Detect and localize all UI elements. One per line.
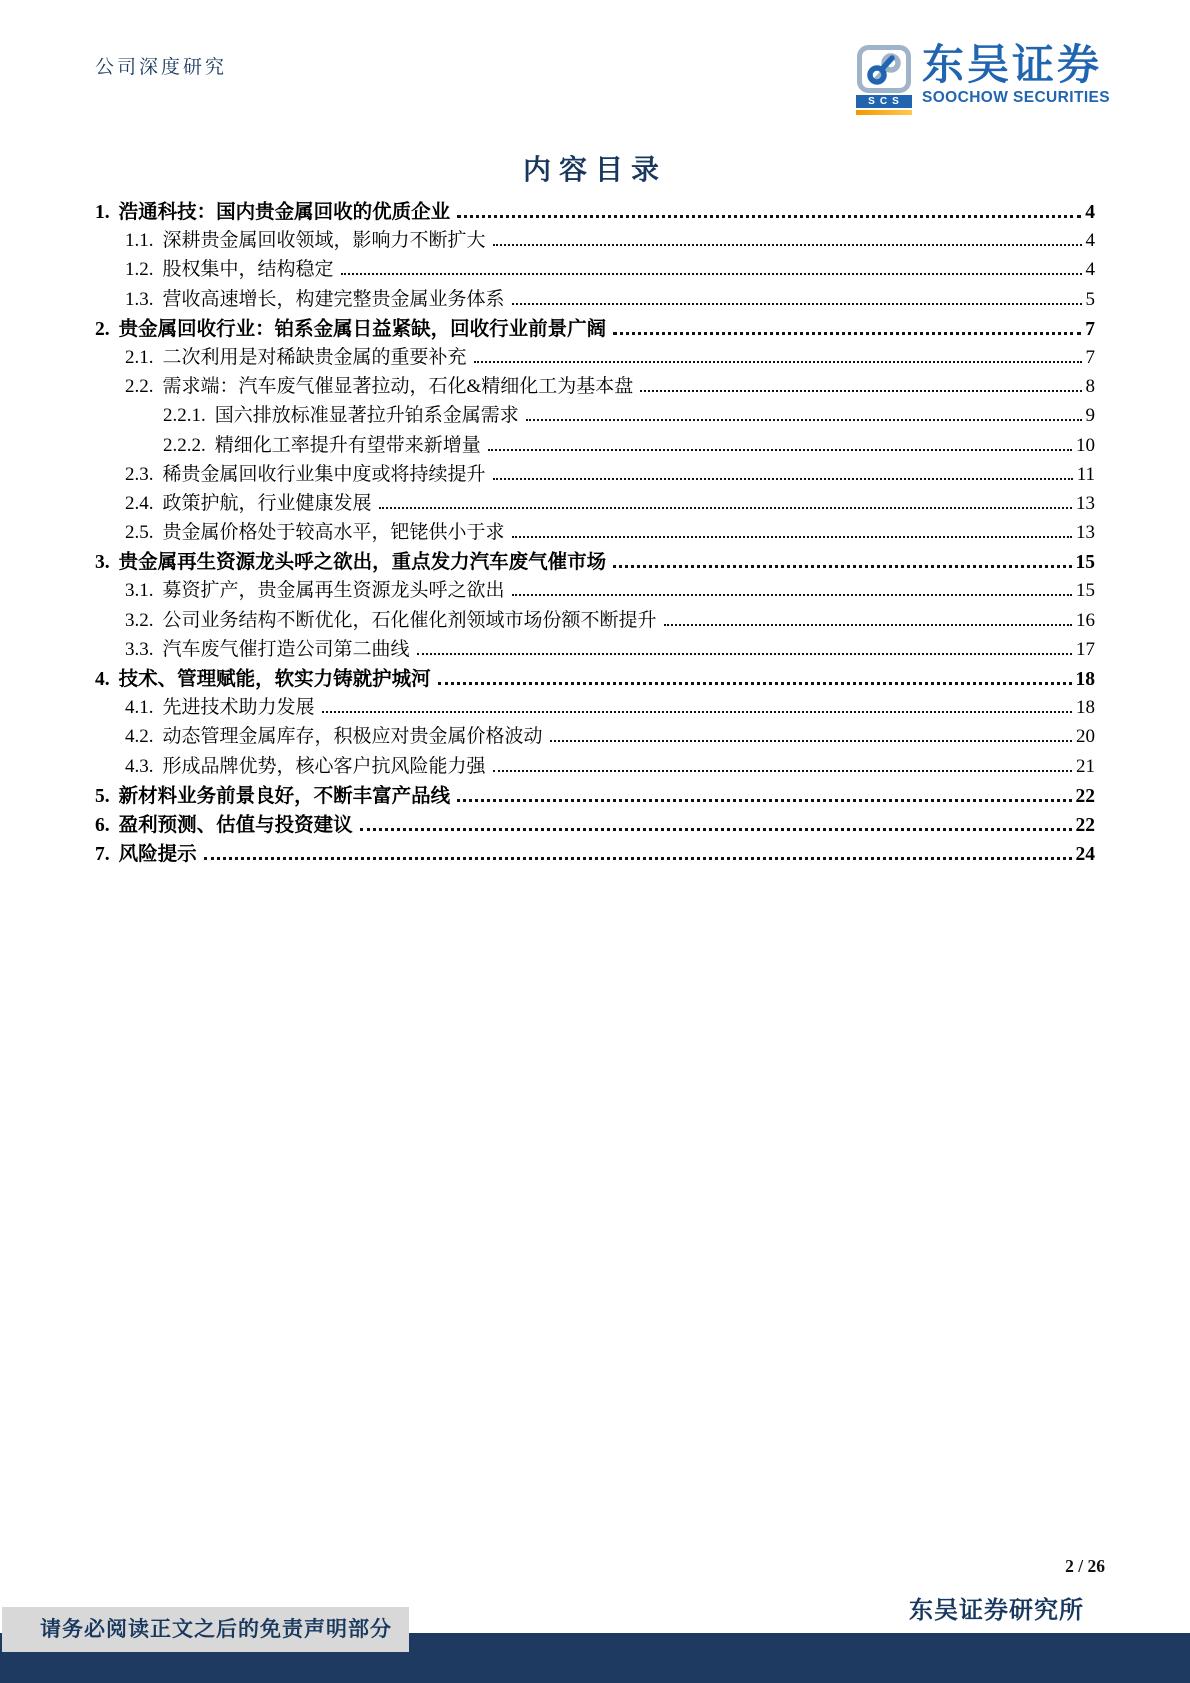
toc-entry-title: 需求端：汽车废气催显著拉动，石化&精细化工为基本盘 — [162, 376, 634, 398]
toc-dot-leader — [457, 799, 1071, 802]
toc-dot-leader — [613, 332, 1081, 335]
toc-entry-title: 贵金属回收行业：铂系金属日益紧缺，回收行业前景广阔 — [118, 318, 607, 340]
toc-entry[interactable] — [95, 663, 1095, 692]
toc-entry[interactable] — [95, 284, 1095, 313]
brand-accent-bar — [856, 110, 912, 115]
toc-dot-leader — [204, 857, 1072, 860]
toc-entry-page: 16 — [1076, 609, 1095, 631]
toc-entry[interactable] — [95, 751, 1095, 780]
toc-entry-number: 3. — [95, 552, 110, 574]
toc-dot-leader — [360, 828, 1072, 831]
toc-dot-leader — [664, 624, 1072, 626]
toc-entry[interactable] — [95, 605, 1095, 634]
toc-entry[interactable] — [95, 342, 1095, 371]
page-indicator: 2 / 26 — [1065, 1556, 1105, 1576]
disclaimer-box — [2, 1607, 409, 1652]
research-institute-label: 东吴证券研究所 — [909, 1598, 1084, 1624]
toc-entry-number: 2.4. — [125, 492, 154, 514]
toc-title: 内容目录 — [522, 155, 667, 186]
toc-entry-page: 18 — [1076, 697, 1095, 719]
toc-entry-page: 24 — [1075, 844, 1095, 866]
toc-entry-number: 3.3. — [125, 638, 154, 660]
toc-dot-leader — [322, 711, 1072, 713]
toc-entry-page: 20 — [1076, 726, 1095, 748]
toc-entry-page: 17 — [1076, 638, 1095, 660]
toc-entry-page: 4 — [1085, 202, 1095, 223]
toc-entry-number: 2.1. — [125, 346, 154, 368]
toc-entry[interactable] — [95, 400, 1095, 429]
toc-entry[interactable] — [95, 196, 1095, 225]
toc-entry[interactable] — [95, 546, 1095, 575]
toc-entry-page: 21 — [1076, 755, 1095, 777]
toc-dot-leader — [341, 273, 1082, 275]
toc-dot-leader — [640, 390, 1081, 392]
toc-entry-title: 营收高速增长，构建完整贵金属业务体系 — [162, 288, 505, 310]
toc-entry-number: 1.1. — [125, 230, 154, 252]
toc-entry-number: 4.3. — [125, 755, 154, 777]
toc-entry[interactable] — [95, 721, 1095, 750]
toc-dot-leader — [488, 449, 1072, 451]
toc-entry[interactable] — [95, 575, 1095, 604]
toc-entry[interactable] — [95, 838, 1095, 867]
toc-entry-page: 11 — [1076, 463, 1095, 485]
toc-entry[interactable] — [95, 430, 1095, 459]
toc-entry[interactable] — [95, 313, 1095, 342]
brand-name — [921, 41, 1110, 106]
toc-entry-page: 22 — [1075, 814, 1095, 836]
toc-entry-number: 3.1. — [125, 580, 154, 602]
toc-entry-title: 深耕贵金属回收领域，影响力不断扩大 — [162, 230, 486, 252]
toc-entry-number: 3.2. — [125, 609, 154, 631]
toc-dot-leader — [474, 361, 1082, 363]
toc-entry-page: 13 — [1076, 492, 1095, 514]
toc-entry[interactable] — [95, 488, 1095, 517]
toc-entry-number: 7. — [95, 844, 110, 866]
toc-dot-leader — [493, 770, 1072, 772]
toc-entry-page: 22 — [1075, 785, 1095, 807]
toc-entry-number: 1. — [95, 202, 110, 223]
interlocked-rings-icon — [856, 44, 912, 94]
toc-entry[interactable] — [95, 780, 1095, 809]
toc-dot-leader — [526, 419, 1082, 421]
toc-entry-number: 2.2.1. — [163, 405, 206, 427]
toc-entry-page: 7 — [1085, 318, 1095, 340]
toc-entry-title: 汽车废气催打造公司第二曲线 — [162, 638, 410, 660]
toc-entry-page: 5 — [1085, 288, 1095, 310]
toc-entry-page: 15 — [1076, 580, 1095, 602]
table-of-contents — [95, 196, 1095, 867]
toc-dot-leader — [550, 740, 1072, 742]
toc-entry-title: 先进技术助力发展 — [162, 697, 315, 719]
brand-name-en: SOOCHOW SECURITIES — [921, 89, 1110, 106]
toc-dot-leader — [379, 507, 1072, 509]
toc-entry-page: 9 — [1085, 405, 1095, 427]
toc-entry-title: 政策护航，行业健康发展 — [162, 492, 372, 514]
toc-entry-number: 2.2. — [125, 376, 154, 398]
toc-entry-page: 4 — [1085, 230, 1095, 252]
toc-entry-number: 1.3. — [125, 288, 154, 310]
toc-entry-number: 2.3. — [125, 463, 154, 485]
toc-entry[interactable] — [95, 692, 1095, 721]
toc-entry[interactable] — [95, 371, 1095, 400]
toc-entry-page: 8 — [1085, 376, 1095, 398]
toc-entry[interactable] — [95, 459, 1095, 488]
toc-entry-title: 股权集中，结构稳定 — [162, 259, 334, 281]
toc-entry-page: 10 — [1076, 434, 1095, 456]
toc-entry-title: 风险提示 — [118, 844, 197, 866]
toc-entry[interactable] — [95, 225, 1095, 254]
toc-entry-title: 盈利预测、估值与投资建议 — [118, 814, 353, 836]
toc-entry-page: 7 — [1085, 346, 1095, 368]
toc-entry-title: 国六排放标准显著拉升铂系金属需求 — [214, 405, 519, 427]
brand-logo-mark — [856, 44, 912, 115]
toc-entry[interactable] — [95, 517, 1095, 546]
toc-entry-title: 二次利用是对稀缺贵金属的重要补充 — [162, 346, 467, 368]
toc-entry-number: 2. — [95, 318, 110, 340]
toc-dot-leader — [493, 478, 1073, 480]
toc-entry-title: 募资扩产，贵金属再生资源龙头呼之欲出 — [162, 580, 505, 602]
toc-entry-page: 4 — [1085, 259, 1095, 281]
toc-entry-title: 贵金属再生资源龙头呼之欲出，重点发力汽车废气催市场 — [118, 552, 607, 574]
toc-dot-leader — [457, 215, 1081, 218]
toc-entry-number: 2.2.2. — [163, 434, 206, 456]
toc-entry-page: 13 — [1076, 522, 1095, 544]
toc-entry-title: 稀贵金属回收行业集中度或将持续提升 — [162, 463, 486, 485]
toc-entry-number: 2.5. — [125, 522, 154, 544]
toc-entry-title: 贵金属价格处于较高水平，钯铑供小于求 — [162, 522, 505, 544]
toc-entry-number: 5. — [95, 785, 110, 807]
toc-dot-leader — [493, 244, 1082, 246]
toc-dot-leader — [417, 653, 1072, 655]
toc-entry-title: 精细化工率提升有望带来新增量 — [214, 434, 481, 456]
disclaimer-text: 请务必阅读正文之后的免责声明部分 — [40, 1617, 392, 1641]
toc-entry-title: 形成品牌优势，核心客户抗风险能力强 — [162, 755, 486, 777]
toc-entry[interactable] — [95, 809, 1095, 838]
toc-entry-number: 4. — [95, 669, 110, 690]
toc-dot-leader — [512, 594, 1072, 596]
toc-entry-title: 新材料业务前景良好，不断丰富产品线 — [118, 785, 451, 807]
toc-entry-title: 动态管理金属库存，积极应对贵金属价格波动 — [162, 726, 543, 748]
toc-entry-number: 4.2. — [125, 726, 154, 748]
brand-logo — [856, 41, 1110, 115]
toc-entry[interactable] — [95, 634, 1095, 663]
toc-entry[interactable] — [95, 254, 1095, 283]
toc-entry-title: 技术、管理赋能，软实力铸就护城河 — [118, 669, 431, 690]
toc-dot-leader — [512, 536, 1072, 538]
brand-logo-acronym: SCS — [856, 95, 912, 108]
brand-name-cn: 东吴证券 — [921, 41, 1102, 88]
toc-entry-number: 4.1. — [125, 697, 154, 719]
report-category-label: 公司深度研究 — [95, 57, 228, 78]
toc-entry-number: 6. — [95, 814, 110, 836]
report-header — [95, 41, 1110, 115]
toc-entry-number: 1.2. — [125, 259, 154, 281]
toc-dot-leader — [512, 303, 1082, 305]
toc-entry-title: 浩通科技：国内贵金属回收的优质企业 — [118, 202, 451, 223]
toc-dot-leader — [613, 565, 1071, 568]
toc-dot-leader — [438, 682, 1072, 685]
toc-entry-page: 18 — [1075, 669, 1095, 690]
toc-entry-page: 15 — [1075, 552, 1095, 574]
toc-entry-title: 公司业务结构不断优化，石化催化剂领域市场份额不断提升 — [162, 609, 657, 631]
